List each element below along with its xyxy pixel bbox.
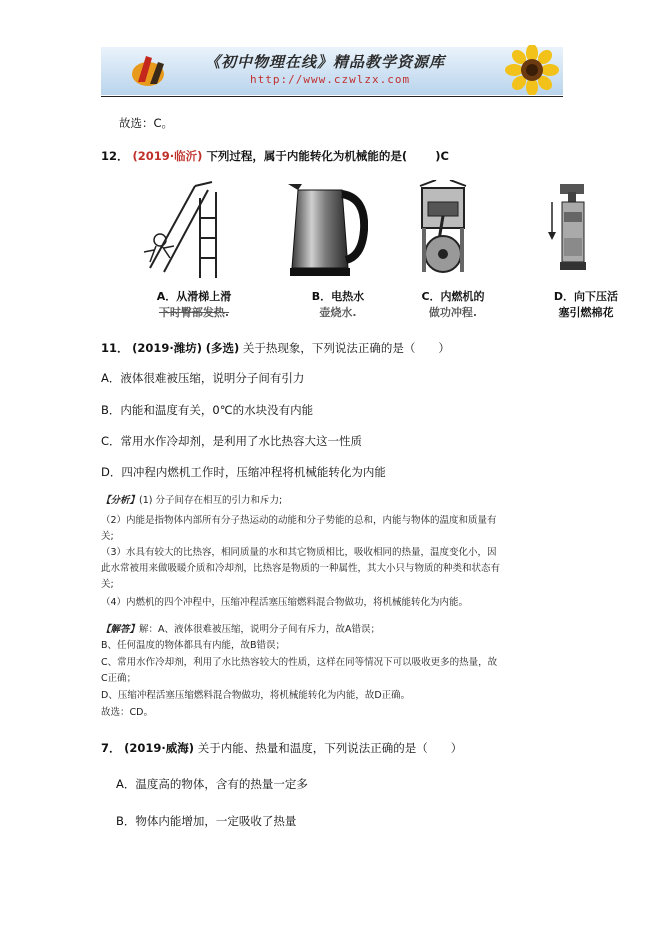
analysis-line-2: （2）内能是指物体内部所有分子热运动的动能和分子势能的总和，内能与物体的温度和质量有 [101, 515, 497, 526]
question-7-header [101, 741, 462, 755]
analysis-line-4: （3）水具有较大的比热容，相同质量的水和其它物质相比，吸收相同的热量，温度变化小，因 [101, 547, 497, 558]
question-stem: 关于内能、热量和温度，下列说法正确的是（ ） [197, 741, 463, 755]
question-answer: )C [435, 149, 449, 163]
solution-line-4: C正确； [101, 673, 137, 684]
solution-line-1 [101, 623, 380, 636]
q12-option-d [538, 289, 634, 321]
analysis-line-7: （4）内燃机的四个冲程中，压缩冲程活塞压缩燃料混合物做功，将机械能转化为内能。 [101, 597, 469, 608]
solution-line-2: B、任何温度的物体都具有内能，故B错误； [101, 640, 286, 651]
question-12-header [101, 149, 449, 163]
solution-tag: 【解答】 [101, 624, 140, 635]
analysis-tag: 【分析】 [101, 495, 140, 506]
q7-option-b: B．物体内能增加，一定吸收了热量 [116, 814, 297, 828]
q11-option-c: C．常用水作冷却剂，是利用了水比热容大这一性质 [101, 434, 363, 448]
question-stem: 下列过程，属于内能转化为机械能的是( [206, 149, 408, 163]
option-line: B．电热水 [311, 290, 365, 303]
kettle-figure [284, 180, 368, 280]
question-source: (2019·威海) [124, 741, 195, 755]
option-line: D．向下压活 [553, 290, 619, 303]
question-number: 12． [101, 149, 129, 163]
option-line: 下时臀部发热. [158, 306, 230, 319]
option-line: C．内燃机的 [421, 290, 485, 303]
question-number: 11． [101, 341, 129, 355]
analysis-line-5: 此水常被用来做吸暖介质和冷却剂，比热容是物质的一种属性，其大小只与物质的种类和状态有 [101, 563, 501, 574]
q11-option-a: A．液体很难被压缩，说明分子间有引力 [101, 371, 305, 385]
q7-option-a: A．温度高的物体，含有的热量一定多 [116, 777, 308, 791]
previous-answer: 故选：C。 [119, 116, 174, 130]
solution-line-3: C、常用水作冷却剂，利用了水比热容较大的性质，这样在同等情况下可以吸收更多的热量，故 [101, 657, 498, 668]
engine-figure [414, 180, 472, 278]
solution-text: 解：A、液体很难被压缩，说明分子间有斥力，故A错误； [139, 624, 381, 635]
slide-figure [140, 178, 226, 280]
question-number: 7． [101, 741, 121, 755]
question-source: (2019·潍坊) [132, 341, 203, 355]
question-source: (2019·临沂) [132, 149, 203, 163]
question-11-header [101, 341, 450, 355]
site-logo [128, 52, 172, 90]
site-url: http://www.czwlzx.com [250, 73, 411, 86]
q12-option-c [411, 289, 495, 321]
q11-option-b: B．内能和温度有关，0℃的水块没有内能 [101, 403, 314, 417]
analysis-line-6: 关; [101, 579, 114, 590]
question-type: (多选) [205, 341, 240, 355]
solution-line-5: D、压缩冲程活塞压缩燃料混合物做功，将机械能转化为内能，故D正确。 [101, 690, 411, 701]
option-line: 塞引燃棉花 [558, 306, 614, 319]
header-divider [101, 96, 563, 97]
analysis-line-1 [101, 494, 282, 507]
analysis-line-3: 关; [101, 531, 114, 542]
option-line: 壶烧水. [319, 306, 357, 319]
piston-figure [546, 182, 602, 274]
solution-line-6: 故选：CD。 [101, 707, 153, 718]
analysis-text: (1) 分子间存在相互的引力和斥力; [139, 495, 283, 506]
site-name: 《初中物理在线》精品教学资源库 [205, 53, 446, 71]
question-stem: 关于热现象，下列说法正确的是（ ） [242, 341, 450, 355]
option-line: 做功冲程. [428, 306, 478, 319]
q12-option-b [300, 289, 376, 321]
q11-option-d: D．四冲程内燃机工作时，压缩冲程将机械能转化为内能 [101, 465, 386, 479]
sunflower-image [500, 45, 564, 95]
q12-option-a [146, 289, 242, 321]
option-line: A．从滑梯上滑 [156, 290, 232, 303]
